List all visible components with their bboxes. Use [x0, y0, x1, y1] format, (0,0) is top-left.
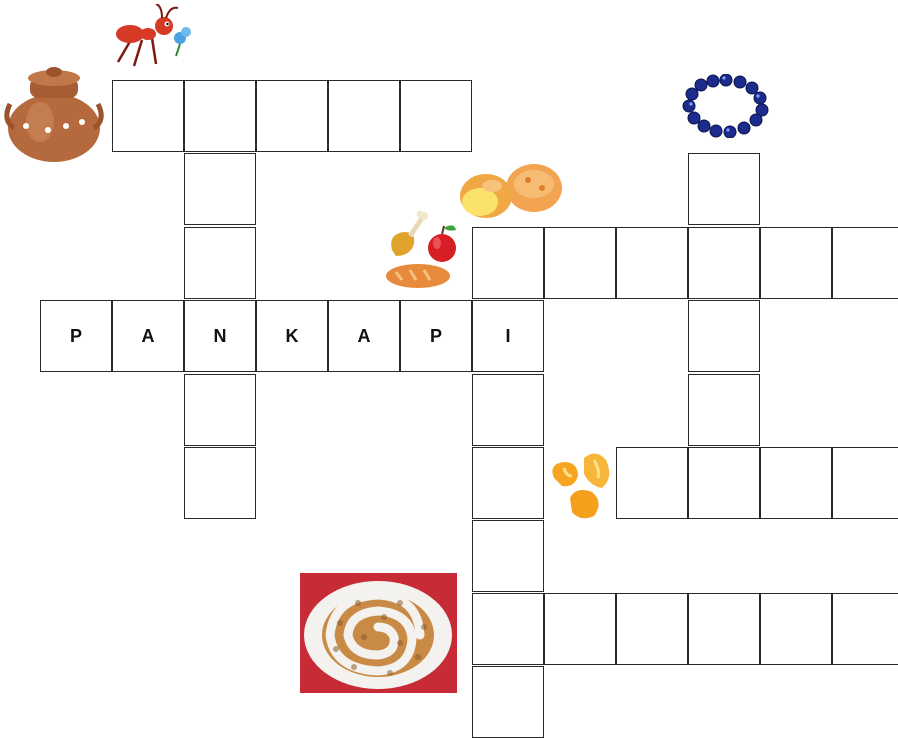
food-icon [382, 210, 462, 292]
given-letter-cell [184, 300, 256, 372]
ant-icon [112, 4, 194, 68]
given-letter-cell [112, 300, 184, 372]
grid-cell[interactable] [616, 447, 688, 519]
grid-cell[interactable] [760, 447, 832, 519]
grid-cell[interactable] [472, 593, 544, 665]
given-letter: P [429, 325, 442, 346]
given-letter: A [357, 325, 371, 346]
grid-cell[interactable] [832, 593, 898, 665]
given-letter: I [505, 325, 511, 346]
given-letter-cell [400, 300, 472, 372]
grid-cell[interactable] [112, 80, 184, 152]
grid-cell[interactable] [472, 374, 544, 446]
grid-cell[interactable] [832, 447, 898, 519]
grid-cell[interactable] [472, 447, 544, 519]
grid-cell[interactable] [472, 666, 544, 738]
given-letter-cell [256, 300, 328, 372]
given-letter: N [213, 325, 227, 346]
grid-cell[interactable] [760, 593, 832, 665]
bead-bracelet-icon [682, 74, 770, 138]
grid-cell[interactable] [616, 227, 688, 299]
grid-cell[interactable] [472, 227, 544, 299]
grid-cell[interactable] [256, 80, 328, 152]
grid-cell[interactable] [688, 593, 760, 665]
grid-cell[interactable] [184, 153, 256, 225]
grid-cell[interactable] [328, 80, 400, 152]
bread-rolls-icon [456, 160, 564, 220]
corn-kernels-icon [544, 448, 616, 522]
grid-cell[interactable] [688, 447, 760, 519]
given-letter-cell [40, 300, 112, 372]
given-letter-cell [472, 300, 544, 372]
grid-cell[interactable] [400, 80, 472, 152]
grid-cell[interactable] [544, 593, 616, 665]
clay-pot-icon [2, 64, 106, 164]
grid-cell[interactable] [184, 374, 256, 446]
given-letter: K [285, 325, 299, 346]
grid-cell[interactable] [472, 520, 544, 592]
grid-cell[interactable] [184, 80, 256, 152]
grid-cell[interactable] [544, 227, 616, 299]
grid-cell[interactable] [832, 227, 898, 299]
toasted-corn-icon [300, 573, 457, 693]
grid-cell[interactable] [688, 227, 760, 299]
grid-cell[interactable] [760, 227, 832, 299]
grid-cell[interactable] [184, 447, 256, 519]
grid-cell[interactable] [688, 374, 760, 446]
given-letter-cell [328, 300, 400, 372]
given-letter: P [69, 325, 82, 346]
grid-cell[interactable] [184, 227, 256, 299]
grid-cell[interactable] [688, 153, 760, 225]
grid-cell[interactable] [616, 593, 688, 665]
grid-cell[interactable] [688, 300, 760, 372]
given-letter: A [141, 325, 155, 346]
